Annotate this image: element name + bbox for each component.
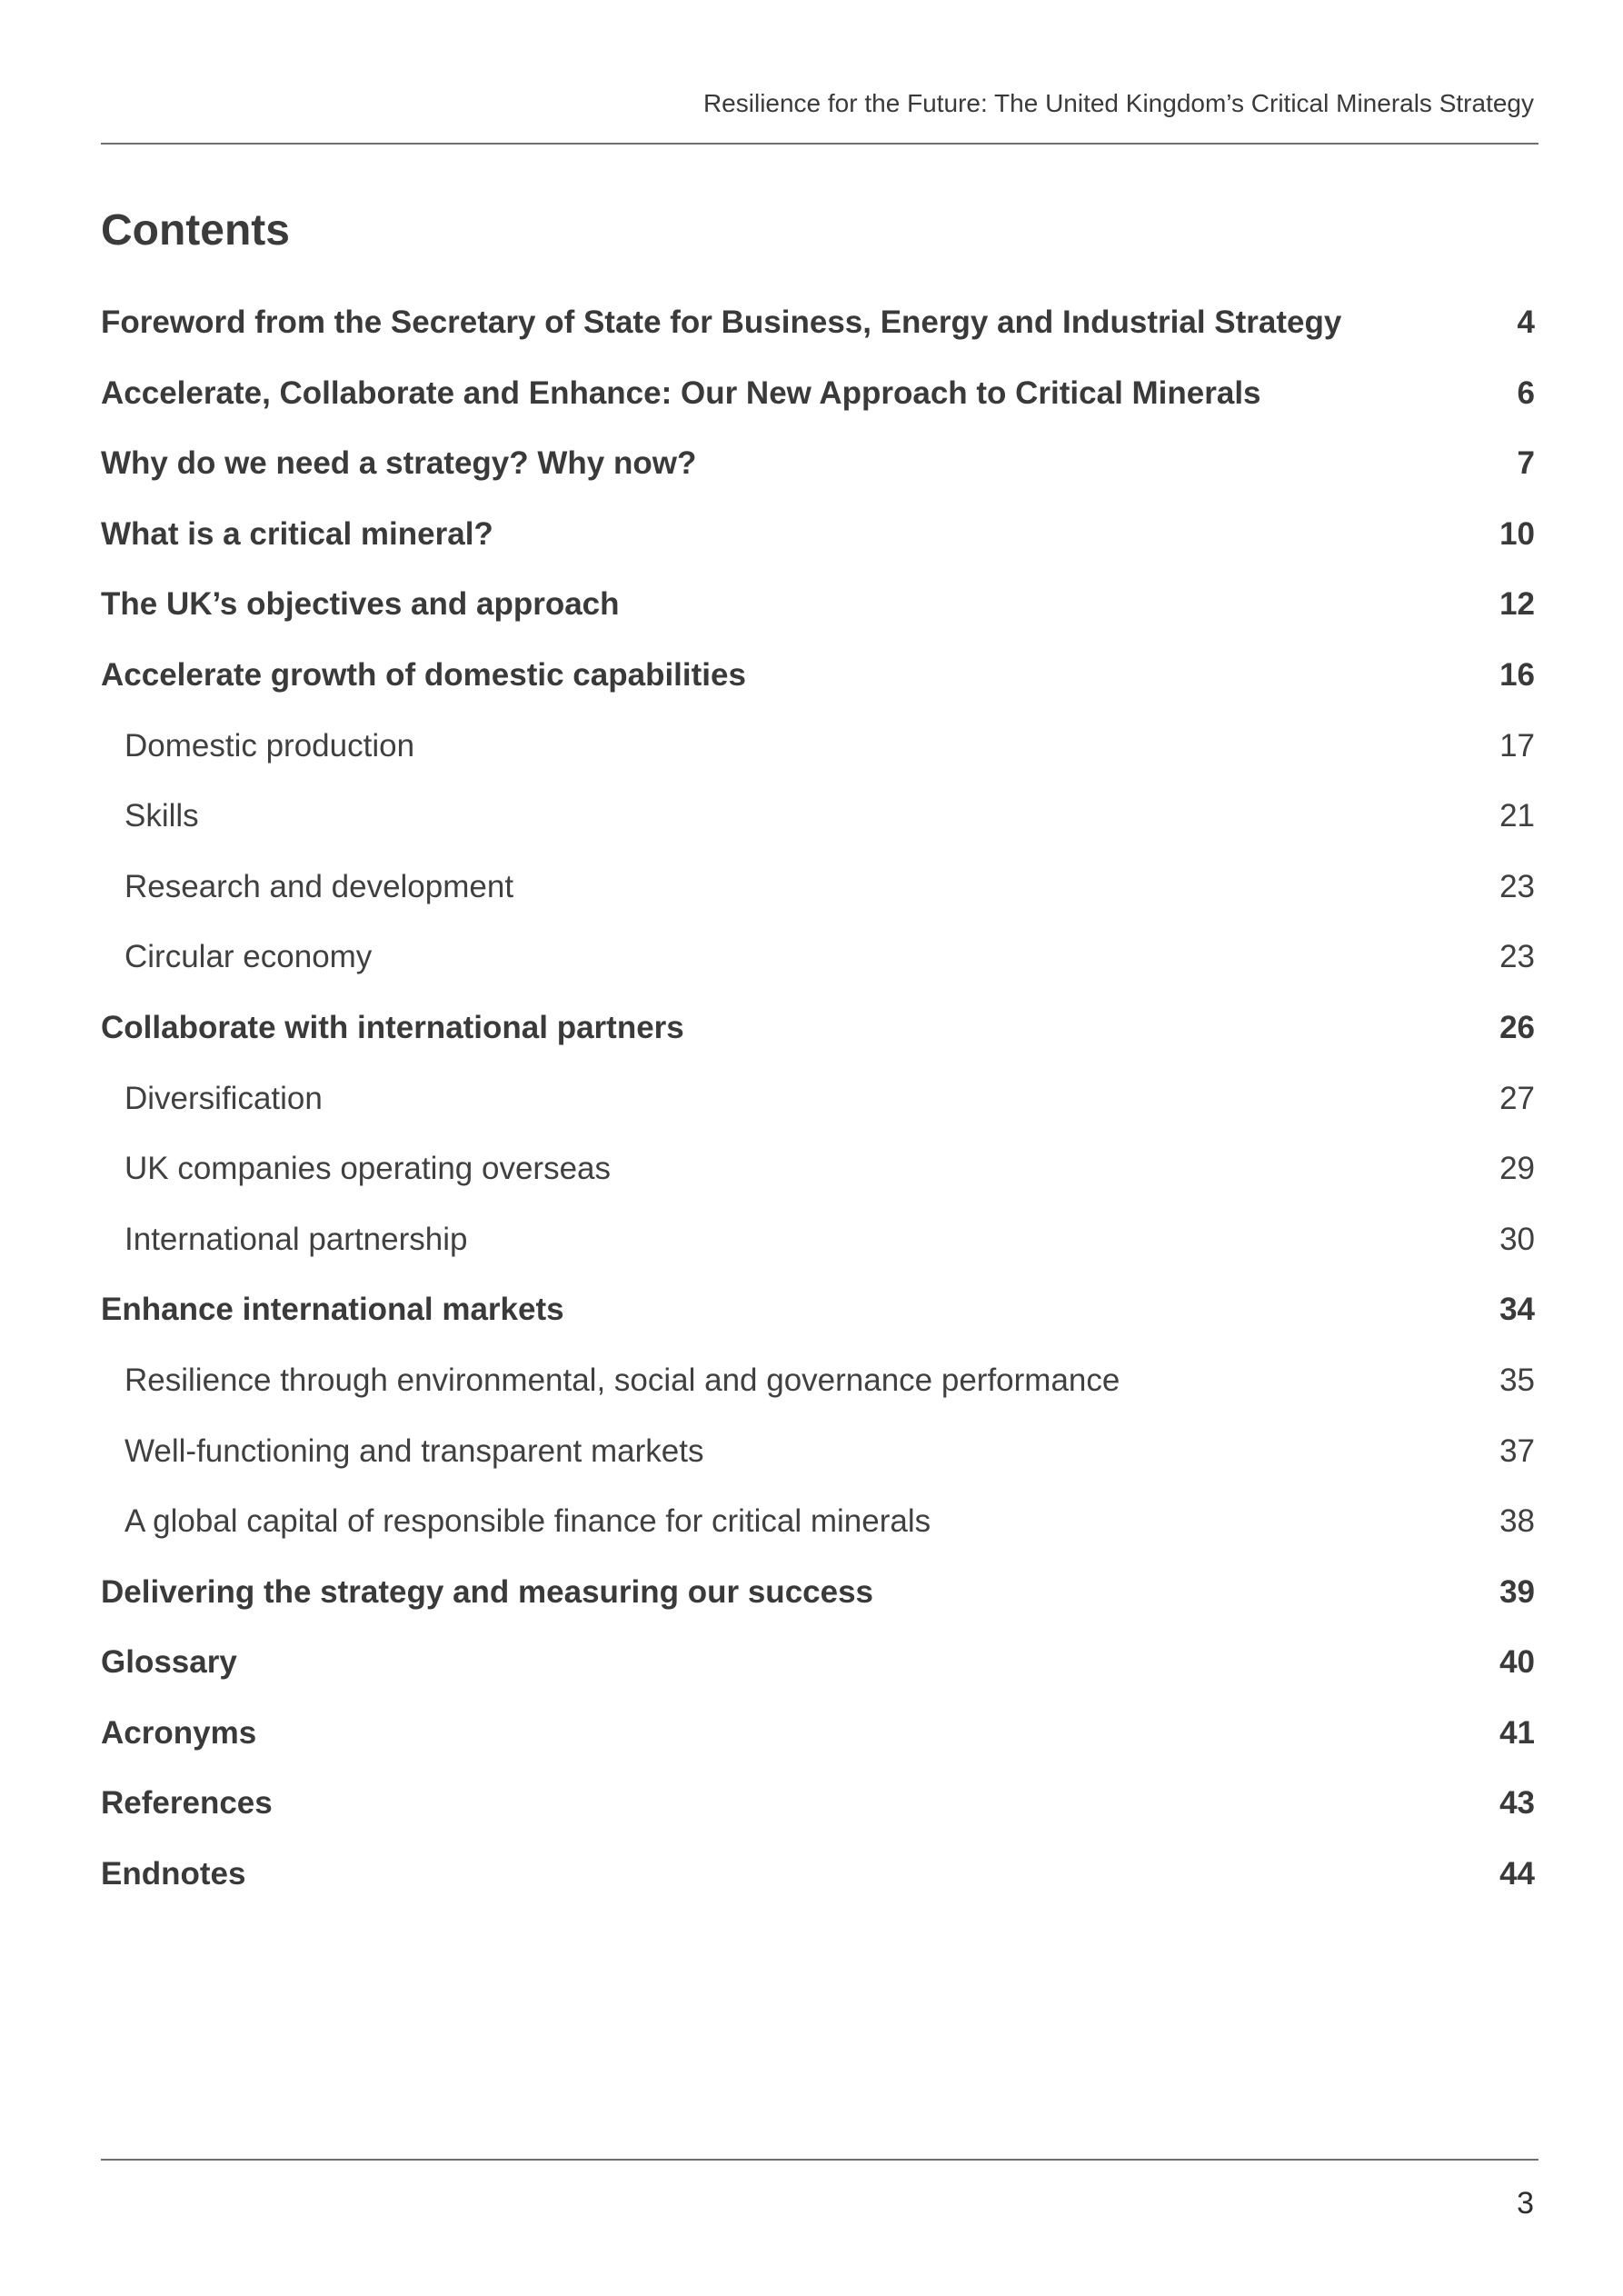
toc-entry-title: Accelerate, Collaborate and Enhance: Our New Approach to Critical Minerals <box>101 374 1261 411</box>
toc-entry[interactable] <box>101 1283 1535 1353</box>
toc-entry-title: Circular economy <box>124 939 373 975</box>
toc-entry-page-number: 6 <box>1517 374 1535 411</box>
toc-entry-title: UK companies operating overseas <box>124 1151 612 1187</box>
toc-entry-title: The UK’s objectives and approach <box>101 586 620 623</box>
toc-entry-title: Enhance international markets <box>101 1292 564 1328</box>
footer-divider <box>101 2159 1538 2161</box>
toc-subentry[interactable] <box>101 860 1535 931</box>
toc-entry[interactable] <box>101 1776 1535 1847</box>
toc-entry[interactable] <box>101 577 1535 648</box>
toc-entry-title: Acronyms <box>101 1714 257 1751</box>
toc-entry-title: What is a critical mineral? <box>101 515 493 552</box>
toc-subentry[interactable] <box>101 789 1535 860</box>
toc-subentry[interactable] <box>101 719 1535 790</box>
toc-subentry[interactable] <box>101 930 1535 1001</box>
toc-entry-page-number: 10 <box>1499 515 1535 552</box>
toc-entry-page-number: 26 <box>1499 1009 1535 1045</box>
toc-entry-title: Collaborate with international partners <box>101 1009 684 1045</box>
toc-entry-page-number: 37 <box>1499 1433 1535 1469</box>
toc-entry[interactable] <box>101 1847 1535 1918</box>
toc-entry-title: Resilience through environmental, social and governance performance <box>124 1362 1120 1398</box>
toc-subentry[interactable] <box>101 1142 1535 1213</box>
toc-entry-title: Delivering the strategy and measuring our success <box>101 1573 874 1610</box>
toc-entry[interactable] <box>101 295 1535 366</box>
toc-entry-page-number: 35 <box>1499 1362 1535 1398</box>
toc-entry-page-number: 29 <box>1499 1151 1535 1187</box>
toc-entry-title: Research and development <box>124 868 514 904</box>
toc-entry-page-number: 39 <box>1499 1573 1535 1610</box>
toc-entry-title: Endnotes <box>101 1856 246 1892</box>
toc-entry-page-number: 12 <box>1499 586 1535 623</box>
running-header: Resilience for the Future: The United Kingdom’s Critical Minerals Strategy <box>702 89 1534 117</box>
toc-subentry[interactable] <box>101 1424 1535 1495</box>
toc-subentry[interactable] <box>101 1213 1535 1283</box>
toc-subentry[interactable] <box>101 1072 1535 1143</box>
toc-entry-title: Well-functioning and transparent markets <box>124 1433 704 1469</box>
toc-entry-title: A global capital of responsible finance for critical minerals <box>124 1503 931 1540</box>
toc-entry-page-number: 23 <box>1499 939 1535 975</box>
toc-entry-page-number: 21 <box>1499 798 1535 834</box>
page-number: 3 <box>1517 2186 1534 2221</box>
toc-entry-page-number: 41 <box>1499 1714 1535 1751</box>
toc-entry[interactable] <box>101 366 1535 437</box>
toc-entry-page-number: 17 <box>1499 727 1535 764</box>
toc-entry-page-number: 27 <box>1499 1080 1535 1116</box>
toc-entry-page-number: 43 <box>1499 1785 1535 1822</box>
toc-entry[interactable] <box>101 1635 1535 1706</box>
toc-entry[interactable] <box>101 648 1535 719</box>
toc-entry[interactable] <box>101 507 1535 578</box>
toc-entry-page-number: 16 <box>1499 656 1535 693</box>
toc-entry-page-number: 4 <box>1517 304 1535 340</box>
toc-entry-page-number: 40 <box>1499 1644 1535 1681</box>
toc-entry-page-number: 34 <box>1499 1292 1535 1328</box>
toc-entry-page-number: 7 <box>1517 445 1535 482</box>
toc-entry-page-number: 30 <box>1499 1221 1535 1257</box>
toc-entry[interactable] <box>101 1565 1535 1636</box>
header-divider <box>101 143 1538 145</box>
toc-entry-title: Foreword from the Secretary of State for Business, Energy and Industrial Strategy <box>101 304 1342 340</box>
toc-entry-title: Glossary <box>101 1644 237 1681</box>
toc-entry[interactable] <box>101 1001 1535 1072</box>
toc-entry-page-number: 44 <box>1499 1856 1535 1892</box>
table-of-contents <box>101 295 1535 1918</box>
toc-entry-title: International partnership <box>124 1221 468 1257</box>
toc-entry-title: References <box>101 1785 273 1822</box>
toc-entry-title: Diversification <box>124 1080 323 1116</box>
contents-heading: Contents <box>101 206 290 255</box>
toc-entry[interactable] <box>101 1706 1535 1777</box>
toc-entry-title: Accelerate growth of domestic capabilities <box>101 656 746 693</box>
toc-entry-page-number: 23 <box>1499 868 1535 904</box>
toc-entry[interactable] <box>101 436 1535 507</box>
toc-entry-title: Why do we need a strategy? Why now? <box>101 445 697 482</box>
toc-subentry[interactable] <box>101 1494 1535 1565</box>
toc-subentry[interactable] <box>101 1353 1535 1424</box>
toc-entry-title: Skills <box>124 798 199 834</box>
toc-entry-page-number: 38 <box>1499 1503 1535 1540</box>
toc-entry-title: Domestic production <box>124 727 415 764</box>
